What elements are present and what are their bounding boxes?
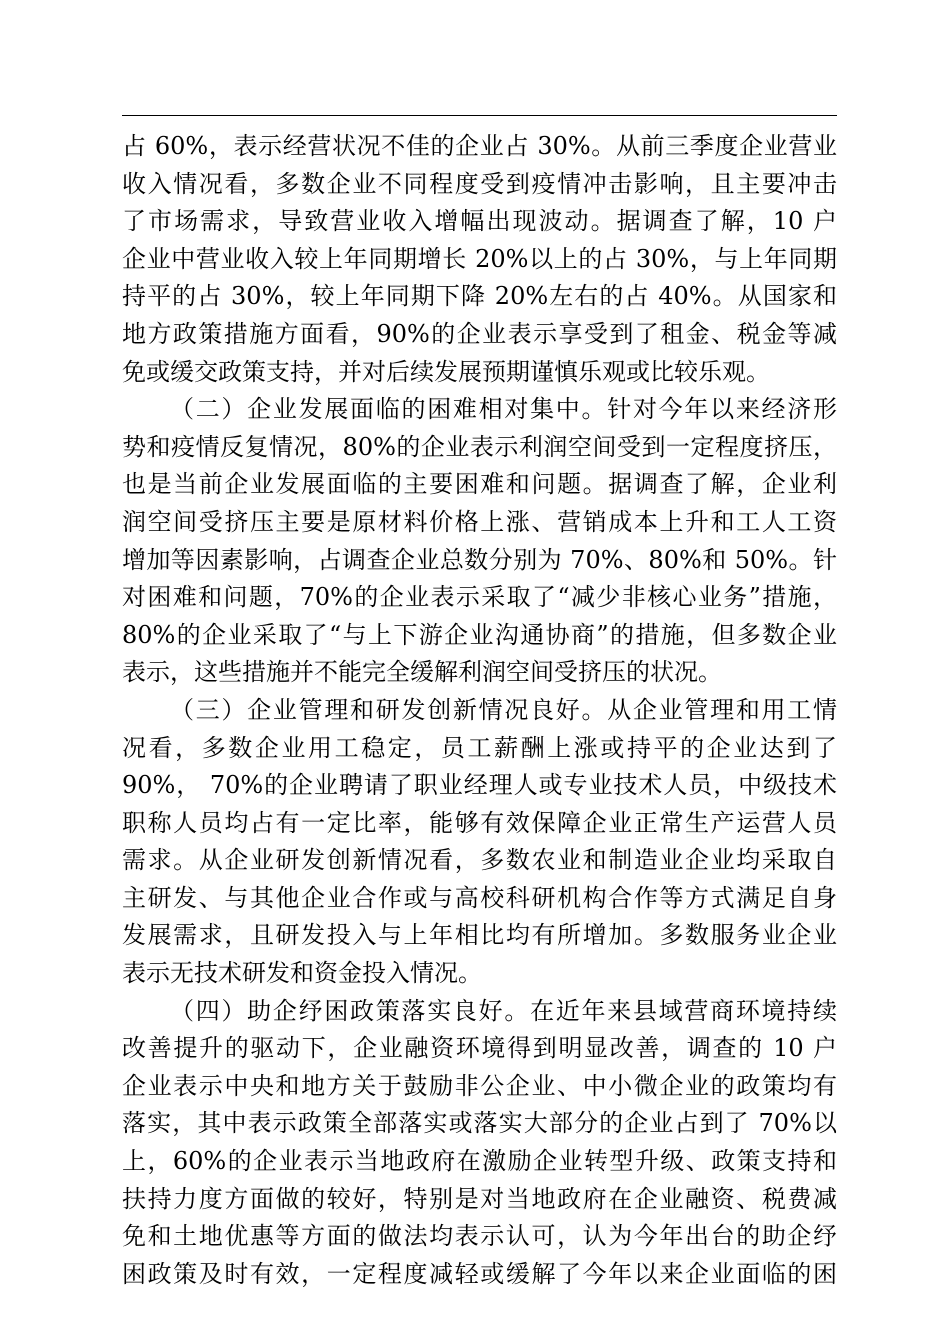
text-line: 需求。从企业研发创新情况看，多数农业和制造业企业均采取自	[122, 846, 837, 875]
text-line: 地方政策措施方面看，90%的企业表示享受到了租金、税金等减	[122, 319, 837, 348]
text-line: 90%， 70%的企业聘请了职业经理人或专业技术人员，中级技术	[122, 771, 837, 800]
text-line: 况看，多数企业用工稳定，员工薪酬上涨或持平的企业达到了	[122, 733, 837, 762]
text-line: 职称人员均占有一定比率，能够有效保障企业正常生产运营人员	[122, 808, 837, 837]
text-line: 表示无技术研发和资金投入情况。	[122, 959, 482, 988]
text-line: 发展需求，且研发投入与上年相比均有所增加。多数服务业企业	[122, 921, 837, 950]
text-line: 表示，这些措施并不能完全缓解利润空间受挤压的状况。	[122, 658, 722, 687]
text-line: 上，60%的企业表示当地政府在激励企业转型升级、政策支持和	[122, 1147, 837, 1176]
text-line: 占 60%，表示经营状况不佳的企业占 30%。从前三季度企业营业	[122, 132, 837, 160]
text-line: （三）企业管理和研发创新情况良好。从企业管理和用工情	[170, 695, 837, 724]
text-line: 免和土地优惠等方面的做法均表示认可，认为今年出台的助企纾	[122, 1222, 837, 1251]
text-line: （二）企业发展面临的困难相对集中。针对今年以来经济形	[170, 395, 837, 424]
text-line: 收入情况看，多数企业不同程度受到疫情冲击影响，且主要冲击	[122, 169, 837, 198]
text-line: 增加等因素影响，占调查企业总数分别为 70%、80%和 50%。针	[122, 545, 837, 574]
text-line: 对困难和问题，70%的企业表示采取了“减少非核心业务”措施，	[122, 583, 837, 612]
text-line: 势和疫情反复情况，80%的企业表示利润空间受到一定程度挤压，	[122, 432, 837, 461]
header-rule	[122, 115, 837, 116]
text-line: 免或缓交政策支持，并对后续发展预期谨慎乐观或比较乐观。	[122, 357, 770, 386]
text-line: 改善提升的驱动下，企业融资环境得到明显改善，调查的 10 户	[122, 1034, 837, 1063]
text-line: 企业中营业收入较上年同期增长 20%以上的占 30%，与上年同期	[122, 244, 837, 273]
text-line: 困政策及时有效，一定程度减轻或缓解了今年以来企业面临的困	[122, 1259, 837, 1288]
text-line: 扶持力度方面做的较好，特别是对当地政府在企业融资、税费减	[122, 1184, 837, 1213]
text-line: 持平的占 30%，较上年同期下降 20%左右的占 40%。从国家和	[122, 282, 837, 311]
text-line: 主研发、与其他企业合作或与高校科研机构合作等方式满足自身	[122, 883, 837, 912]
text-line: 润空间受挤压主要是原材料价格上涨、营销成本上升和工人工资	[122, 507, 837, 536]
text-line: 也是当前企业发展面临的主要困难和问题。据调查了解，企业利	[122, 470, 837, 499]
text-line: 80%的企业采取了“与上下游企业沟通协商”的措施，但多数企业	[122, 620, 837, 649]
document-body	[122, 128, 837, 1293]
text-line: 了市场需求，导致营业收入增幅出现波动。据调查了解，10 户	[122, 207, 837, 236]
text-line: （四）助企纾困政策落实良好。在近年来县域营商环境持续	[170, 996, 837, 1025]
text-line: 落实，其中表示政策全部落实或落实大部分的企业占到了 70%以	[122, 1109, 837, 1138]
text-line: 企业表示中央和地方关于鼓励非公企业、中小微企业的政策均有	[122, 1071, 837, 1100]
